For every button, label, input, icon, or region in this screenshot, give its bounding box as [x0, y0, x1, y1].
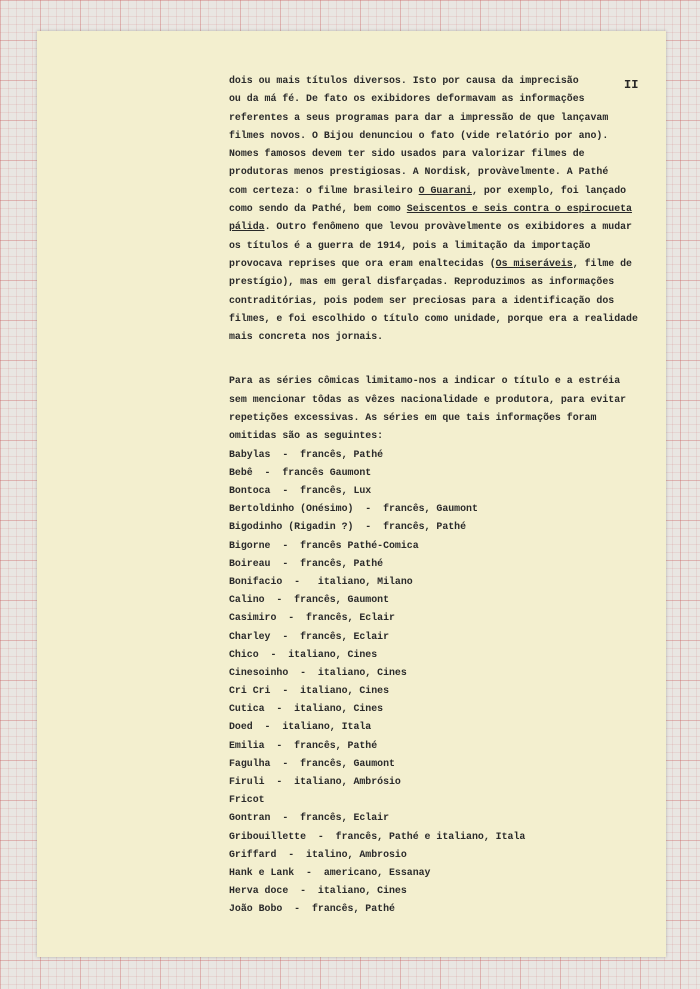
text-line [229, 237, 659, 255]
paragraph-gap [229, 346, 659, 372]
text-segment: com certeza: o filme brasileiro [229, 184, 419, 196]
text-line [229, 182, 659, 200]
text-line: Para as séries cômicas limitamo-nos a indicar o título e a estréia [229, 375, 621, 387]
text-segment: dois ou mais títulos diversos. Isto por causa da imprecisão [229, 75, 579, 86]
series-item: Boireau - francês, Pathé [229, 557, 384, 569]
underlined-title: pálida [229, 221, 265, 233]
text-line [229, 310, 659, 328]
series-item: Griffard - italino, Ambrosio [229, 848, 407, 860]
text-segment: os títulos é a guerra de 1914, pois a limitação da importação [229, 239, 591, 251]
text-segment: provocava reprises que ora eram enaltecidas ( [229, 257, 496, 269]
underlined-title: O Guarani [418, 184, 472, 196]
text-segment: contraditórias, pois podem ser preciosas para a identificação dos [229, 294, 615, 306]
paragraph-series-note [229, 372, 659, 445]
text-line: omitidas são as seguintes: [229, 430, 384, 442]
text-line [229, 218, 659, 236]
underlined-title: Os miseráveis [495, 257, 573, 269]
series-item: Emilia - francês, Pathé [229, 739, 378, 751]
text-segment: prestígio), mas em geral disfarçadas. Reproduzimos as informações [229, 276, 615, 288]
series-item: Cinesoinho - italiano, Cines [229, 666, 407, 678]
series-item: Charley - francês, Eclair [229, 630, 390, 642]
series-item: Firuli - italiano, Ambrósio [229, 776, 401, 788]
text-line [229, 273, 659, 291]
paragraph-intro [229, 72, 659, 346]
page-text [229, 72, 659, 919]
text-line [229, 200, 659, 218]
text-line [229, 127, 659, 145]
text-segment: produtoras menos prestigiosas. A Nordisk, provàvelmente. A Pathé [229, 166, 609, 178]
text-line [229, 163, 659, 181]
series-item: Hank e Lank - americano, Essanay [229, 866, 431, 878]
series-item: Herva doce - italiano, Cines [229, 885, 407, 897]
series-item: Calino - francês, Gaumont [229, 594, 390, 606]
text-line [229, 109, 659, 127]
series-item: Fricot [229, 794, 265, 806]
series-item: Fagulha - francês, Gaumont [229, 757, 395, 769]
series-item: Bebê - francês Gaumont [229, 466, 372, 478]
series-item: Cutica - italiano, Cines [229, 703, 384, 715]
text-segment: referentes a seus programas para dar a impressão de que lançavam [229, 111, 609, 123]
text-segment: como sendo da Pathé, bem como [229, 203, 407, 215]
series-list [229, 446, 659, 919]
series-item: João Bobo - francês, Pathé [229, 903, 395, 915]
series-item: Bertoldinho (Onésimo) - francês, Gaumont [229, 503, 478, 515]
underlined-title: Seiscentos e seis contra o espirocueta [406, 203, 632, 215]
text-line [229, 292, 659, 310]
text-line: repetições excessivas. As séries em que tais informações foram [229, 412, 597, 424]
text-segment: filmes, e foi escolhido o título como unidade, porque era a realidade [229, 312, 638, 324]
series-item: Bigorne - francês Pathé-Comica [229, 539, 419, 551]
series-item: Chico - italiano, Cines [229, 648, 378, 660]
text-segment: Nomes famosos devem ter sido usados para valorizar filmes de [229, 148, 585, 160]
series-item: Babylas - francês, Pathé [229, 448, 384, 460]
series-item: Gribouillette - francês, Pathé e italiano, Itala [229, 830, 526, 842]
series-item: Bigodinho (Rigadin ?) - francês, Pathé [229, 521, 467, 533]
series-item: Cri Cri - italiano, Cines [229, 685, 390, 697]
text-line [229, 90, 659, 108]
series-item: Doed - italiano, Itala [229, 721, 372, 733]
page-number: II [624, 78, 639, 92]
text-line: sem mencionar tôdas as vêzes nacionalidade e produtora, para evitar [229, 393, 627, 405]
text-line [229, 255, 659, 273]
text-segment: , filme de [572, 257, 632, 269]
series-item: Bonifacio - italiano, Milano [229, 575, 413, 587]
text-segment: . Outro fenômeno que levou provàvelmente os exibidores a mudar [264, 221, 632, 233]
text-segment: mais concreta nos jornais. [229, 331, 384, 343]
text-line [229, 72, 659, 90]
text-segment: filmes novos. O Bijou denunciou o fato (vide relatório por ano). [229, 129, 609, 141]
series-item: Casimiro - francês, Eclair [229, 612, 395, 624]
text-line [229, 328, 659, 346]
series-item: Bontoca - francês, Lux [229, 485, 372, 497]
series-item: Gontran - francês, Eclair [229, 812, 390, 824]
text-line [229, 145, 659, 163]
text-segment: ou da má fé. De fato os exibidores deformavam as informações [229, 93, 585, 105]
text-segment: , por exemplo, foi lançado [471, 184, 627, 196]
